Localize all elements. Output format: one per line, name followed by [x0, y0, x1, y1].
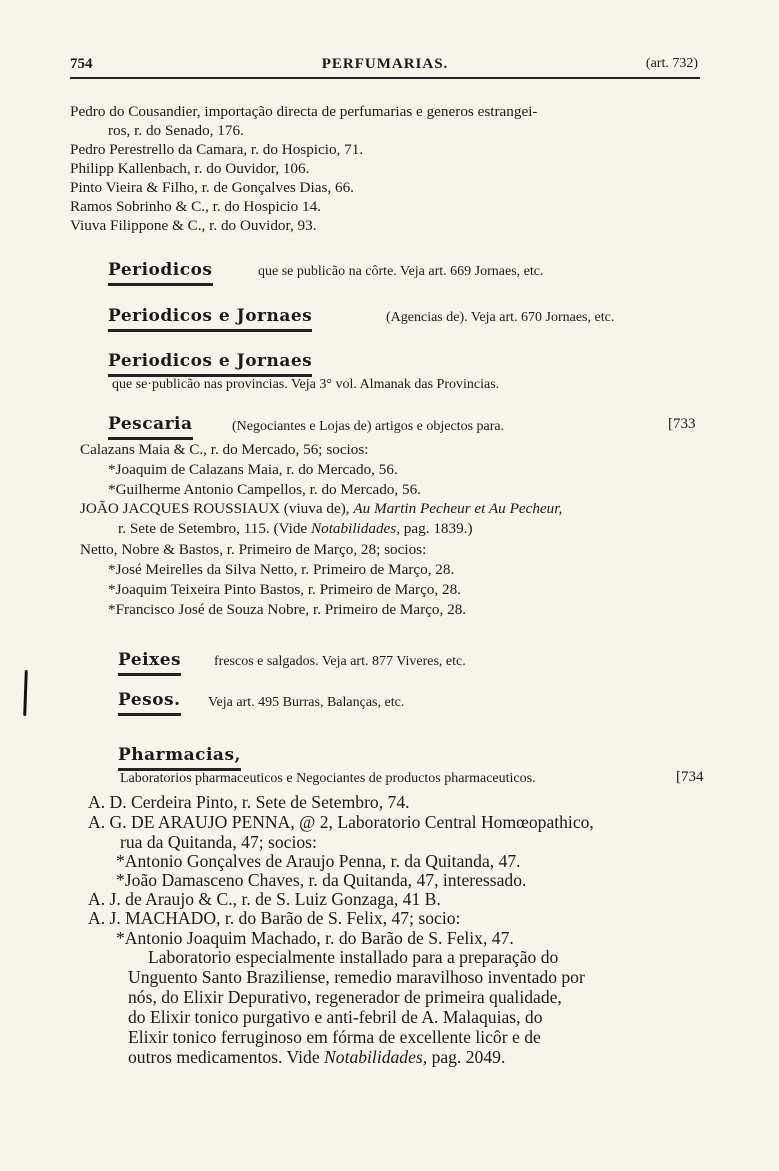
- list-item: Pinto Vieira & Filho, r. de Gonçalves Dias, 66.: [70, 179, 354, 196]
- list-item: *Joaquim de Calazans Maia, r. do Mercado, 56.: [108, 461, 398, 478]
- paragraph-line: Unguento Santo Braziliense, remedio maravilhoso inventado por: [128, 967, 585, 987]
- article-reference: (art. 732): [645, 56, 698, 71]
- list-item: A. D. Cerdeira Pinto, r. Sete de Setembro, 74.: [88, 792, 410, 812]
- list-item: *Joaquim Teixeira Pinto Bastos, r. Primeiro de Março, 28.: [108, 581, 461, 598]
- list-item: rua da Quitanda, 47; socios:: [120, 832, 317, 852]
- list-item: *José Meirelles da Silva Netto, r. Primeiro de Março, 28.: [108, 561, 455, 578]
- page-header: [70, 50, 700, 76]
- section-text: Laboratorios pharmaceuticos e Negociantes de productos pharmaceuticos.: [120, 771, 536, 786]
- paragraph-line: Elixir tonico ferruginoso em fórma de excellente licôr e de: [128, 1027, 541, 1047]
- page-number: 754: [70, 56, 93, 72]
- header-rule: [70, 77, 700, 79]
- section-text: (Agencias de). Veja art. 670 Jornaes, etc.: [386, 310, 615, 325]
- paragraph-line: do Elixir tonico purgativo e anti-febril de A. Malaquias, do: [128, 1007, 543, 1027]
- list-item: A. G. DE ARAUJO PENNA, @ 2, Laboratorio Central Homœopathico,: [88, 812, 594, 832]
- paragraph-line: Laboratorio especialmente installado para a preparação do: [148, 947, 559, 967]
- section-text: Veja art. 495 Burras, Balanças, etc.: [208, 695, 405, 710]
- list-item: Pedro do Cousandier, importação directa de perfumarias e generos estrangei-: [70, 103, 538, 120]
- list-item: *Guilherme Antonio Campellos, r. do Mercado, 56.: [108, 481, 421, 498]
- section-heading-peixes: Peixes: [118, 650, 181, 673]
- article-reference: [734: [676, 769, 704, 785]
- list-item: ros, r. do Senado, 176.: [108, 122, 244, 139]
- list-item: *Francisco José de Souza Nobre, r. Primeiro de Março, 28.: [108, 601, 467, 618]
- margin-mark: [23, 670, 28, 716]
- list-item: A. J. de Araujo & C., r. de S. Luiz Gonzaga, 41 B.: [88, 889, 441, 909]
- section-heading-pharmacias: Pharmacias,: [118, 745, 241, 768]
- section-text: que se publicão na côrte. Veja art. 669 Jornaes, etc.: [258, 264, 544, 279]
- list-item: Calazans Maia & C., r. do Mercado, 56; socios:: [80, 441, 369, 458]
- section-text: (Negociantes e Lojas de) artigos e objectos para.: [232, 419, 505, 434]
- section-heading-periodicos-jornaes-provincias: Periodicos e Jornaes: [108, 351, 312, 374]
- list-item: *Antonio Joaquim Machado, r. do Barão de S. Felix, 47.: [116, 928, 514, 948]
- list-item: A. J. MACHADO, r. do Barão de S. Felix, 47; socio:: [88, 908, 461, 928]
- section-text: frescos e salgados. Veja art. 877 Viveres, etc.: [214, 654, 466, 669]
- list-item: r. Sete de Setembro, 115. (Vide Notabilidades, pag. 1839.): [118, 520, 473, 537]
- list-item: Pedro Perestrello da Camara, r. do Hospicio, 71.: [70, 141, 364, 158]
- section-heading-pesos: Pesos.: [118, 690, 181, 713]
- page-title: PERFUMARIAS.: [321, 56, 449, 72]
- section-text: que se·publicão nas provincias. Veja 3° vol. Almanak das Provincias.: [112, 377, 500, 392]
- section-heading-pescaria: Pescaria: [108, 414, 193, 437]
- paragraph-line: nós, do Elixir Depurativo, regenerador de primeira qualidade,: [128, 987, 562, 1007]
- list-item: Netto, Nobre & Bastos, r. Primeiro de Março, 28; socios:: [80, 541, 427, 558]
- paragraph-line: outros medicamentos. Vide Notabilidades, pag. 2049.: [128, 1047, 506, 1067]
- section-heading-periodicos: Periodicos: [108, 260, 213, 283]
- list-item: Viuva Filippone & C., r. do Ouvidor, 93.: [70, 217, 317, 234]
- list-item: Philipp Kallenbach, r. do Ouvidor, 106.: [70, 160, 310, 177]
- list-item: *João Damasceno Chaves, r. da Quitanda, 47, interessado.: [116, 870, 527, 890]
- list-item: *Antonio Gonçalves de Araujo Penna, r. da Quitanda, 47.: [116, 851, 521, 871]
- list-item: Ramos Sobrinho & C., r. do Hospicio 14.: [70, 198, 322, 215]
- list-item: JOÃO JACQUES ROUSSIAUX (viuva de), Au Martin Pecheur et Au Pecheur,: [80, 500, 563, 517]
- article-reference: [733: [668, 416, 696, 432]
- section-heading-periodicos-jornaes: Periodicos e Jornaes: [108, 306, 312, 329]
